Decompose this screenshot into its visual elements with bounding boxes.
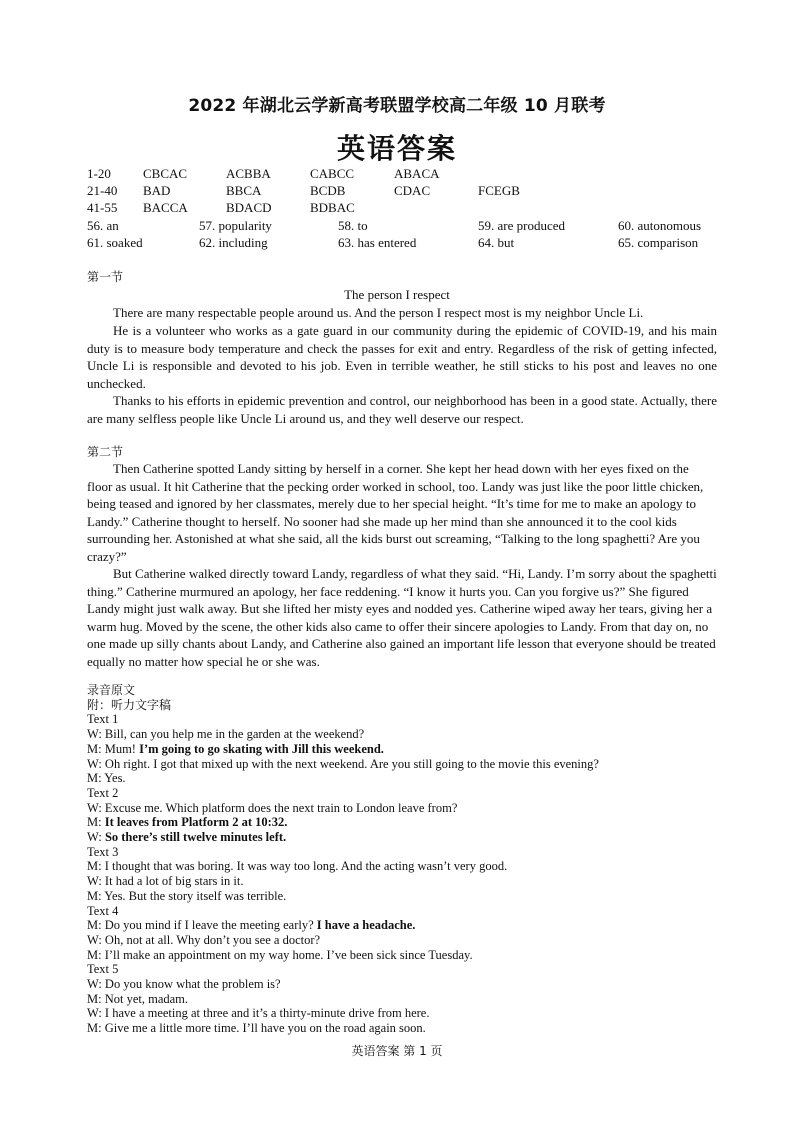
answer-range: 1-20 (87, 166, 111, 181)
answer-group: ABACA (394, 166, 440, 181)
transcript-line: M: Do you mind if I leave the meeting early? I have a headache. (87, 918, 416, 933)
fill-answer: 65. comparison (618, 235, 699, 250)
answer-row (87, 183, 747, 200)
transcript-line: M: I’ll make an appointment on my way home. I’ve been sick since Tuesday. (87, 947, 473, 962)
answer-group: BAD (143, 183, 171, 198)
answer-group: BDACD (226, 200, 272, 215)
answer-group: BCDB (310, 183, 346, 198)
fill-answer-row (87, 235, 747, 252)
transcript-line: M: Not yet, madam. (87, 991, 189, 1006)
fill-answer: 56. an (87, 218, 119, 233)
answer-group: BACCA (143, 200, 188, 215)
essay-paragraph: Thanks to his efforts in epidemic prevention and control, our neighborhood has been in a good state. Actually, there are many selfless people like Uncle Li around us, and they well deserve our respect. (87, 393, 717, 426)
transcript-line: Text 1 (87, 712, 119, 727)
fill-answer: 64. but (478, 235, 515, 250)
transcript-line: W: It had a lot of big stars in it. (87, 874, 244, 889)
essay-title: The person I respect (344, 287, 450, 302)
transcript-line: W: Bill, can you help me in the garden at the weekend? (87, 727, 365, 742)
transcript-line: W: Excuse me. Which platform does the next train to London leave from? (87, 800, 458, 815)
answer-row (87, 200, 747, 217)
transcript-line: M: I thought that was boring. It was way too long. And the acting wasn’t very good. (87, 859, 508, 874)
fill-answer: 57. popularity (199, 218, 272, 233)
fill-answer: 63. has entered (338, 235, 417, 250)
story-paragraph: Then Catherine spotted Landy sitting by herself in a corner. She kept her head down with her eyes fixed on the floor as usual. It hit Catherine that the pecking order worked in school, too. Landy was just like the poor little chicken, being teased and ignored by her classmates, merely due to her special height. “It’s time for me to make an apology to Landy.” Catherine thought to herself. No sooner had she made up her mind than she announced it to the cool kids surrounding her. Astonished at what she said, all the kids burst out screaming, “Talking to the long spaghetti? Are you crazy?” (87, 461, 704, 564)
transcript-line: M: Mum! I’m going to go skating with Jill this weekend. (87, 741, 384, 756)
story-paragraph: But Catherine walked directly toward Landy, regardless of what they said. “Hi, Landy. I’m sorry about the spaghetti thing.” Catherine murmured an apology, her face reddening. “I know it hurts you. Can you forgive us?” She figured Landy might just walk away. But she lifted her misty eyes and nodded yes. Catherine wiped away her tears, giving her a warm hug. Moved by the scene, the other kids also came to offer their sincere apologies to Landy. From that day on, no one made up silly chants about Landy, and Catherine also gained an important life lesson that everyone should be treated equally no matter how special he or she was. (87, 566, 717, 669)
answer-heading: 英语答案 (336, 132, 457, 165)
fill-answer: 59. are produced (478, 218, 565, 233)
transcript-line: Text 5 (87, 962, 119, 977)
transcript-line: M: It leaves from Platform 2 at 10:32. (87, 815, 288, 830)
section-label: 第一节 (87, 270, 124, 284)
transcript-line: W: Do you know what the problem is? (87, 977, 281, 992)
transcript-line: W: So there’s still twelve minutes left. (87, 830, 287, 845)
transcript-line: W: Oh right. I got that mixed up with the next weekend. Are you still going to the movie this evening? (87, 756, 599, 771)
answer-range: 41-55 (87, 200, 118, 215)
fill-answer: 61. soaked (87, 235, 143, 250)
transcript-line: M: Give me a little more time. I’ll have you on the road again soon. (87, 1021, 426, 1036)
answer-group: CDAC (394, 183, 431, 198)
fill-answer-row (87, 218, 747, 235)
fill-answer: 62. including (199, 235, 268, 250)
answer-row (87, 166, 747, 183)
answer-group: CBCAC (143, 166, 188, 181)
fill-answer: 60. autonomous (618, 218, 702, 233)
transcript (87, 683, 727, 1036)
answer-group: BDBAC (310, 200, 355, 215)
transcript-line: W: I have a meeting at three and it’s a thirty-minute drive from here. (87, 1006, 430, 1021)
answer-group: BBCA (226, 183, 262, 198)
answer-group: FCEGB (478, 183, 520, 198)
transcript-line: Text 3 (87, 844, 119, 859)
page-footer: 英语答案 第 1 页 (351, 1044, 443, 1058)
transcript-line: Text 2 (87, 785, 119, 800)
transcript-line: M: Yes. (87, 771, 126, 786)
answer-range: 21-40 (87, 183, 118, 198)
transcript-line: W: Oh, not at all. Why don’t you see a doctor? (87, 932, 321, 947)
exam-title: 2022 年湖北云学新高考联盟学校高二年级 10 月联考 (188, 96, 606, 116)
essay-paragraph: There are many respectable people around us. And the person I respect most is my neighbor Uncle Li. (113, 305, 644, 320)
answer-group: ACBBA (226, 166, 271, 181)
transcript-line: M: Yes. But the story itself was terrible. (87, 888, 287, 903)
transcript-label: 录音原文 (87, 683, 136, 697)
fill-answer: 58. to (338, 218, 368, 233)
transcript-line: Text 4 (87, 903, 119, 918)
essay-paragraph: He is a volunteer who works as a gate guard in our community during the epidemic of COVID-19, and his main duty is to measure body temperature and check the passes for exit and entry. Regardless of the risk of getting infected, Uncle Li is responsible and devoted to his job. Even in terrible weather, he still sticks to his post and leaves no one unchecked. (87, 323, 717, 391)
transcript-sublabel: 附：听力文字稿 (87, 697, 172, 712)
answer-group: CABCC (310, 166, 355, 181)
section-label: 第二节 (87, 445, 124, 459)
